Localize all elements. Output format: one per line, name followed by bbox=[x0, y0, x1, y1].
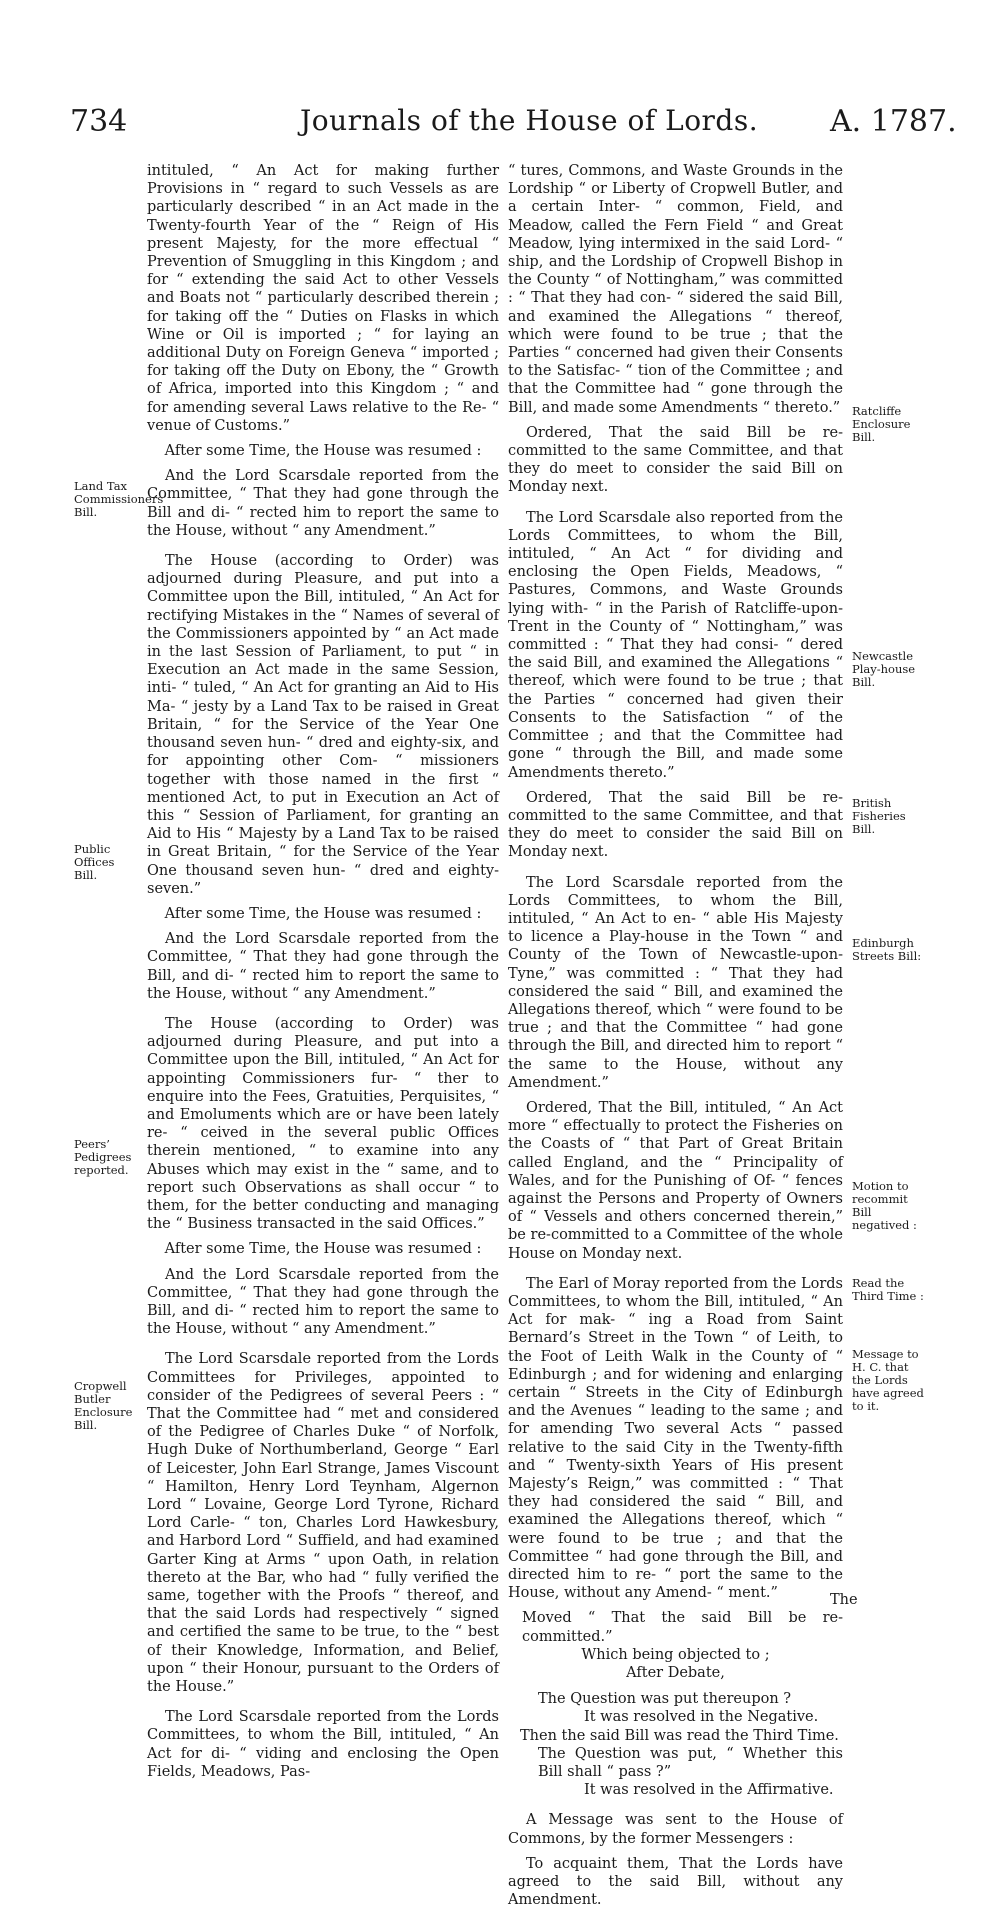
paragraph: After some Time, the House was resumed : bbox=[164, 1241, 482, 1258]
paragraph: Ordered, That the said Bill be re-committed to the same Committee, and that they do meet to consider the said Bill on Monday next. bbox=[508, 789, 843, 861]
paragraph: The House (according to Order) was adjourned during Pleasure, and put into a Committee upon the Bill, intituled, “ An Act for appointing Commissioners fur- “ ther to enquire into the Fees, Gratuities, Perquisites, “ and Emoluments which are or have been lately re- “ ceived in the several public Offices therein mentioned, “ to examine into any Abuses which may exist in the “ same, and to report such Observations as shall occur “ to them, for the better conducting and managing the “ Business transacted in the said Offices.” bbox=[147, 1015, 499, 1233]
margin-note: Read the Third Time : bbox=[852, 1276, 924, 1303]
paragraph: Which being objected to ; bbox=[581, 1646, 770, 1663]
paragraph: And the Lord Scarsdale reported from the Committee, “ That they had gone through the Bill, and di- “ rected him to report the same to the House, without “ any Amendment.” bbox=[147, 931, 499, 1002]
margin-note: Cropwell Butler Enclosure Bill. bbox=[74, 1379, 133, 1432]
paragraph: The Lord Scarsdale reported from the Lords Committees, to whom the Bill, intituled, “ An Act for di- “ viding and enclosing the Open Fields, Meadows, Pas- bbox=[147, 1709, 499, 1780]
paragraph: The Lord Scarsdale also reported from the Lords Committees, to whom the Bill, intituled, “ An Act “ for dividing and enclosing the Open Fields, Meadows, “ Pastures, Commons, and Waste Grounds lying with- “ in the Parish of Ratcliffe-upon-Trent in the County of “ Nottingham,” was committed : “ That they had consi- “ dered the said Bill, and examined the Allegations “ thereof, which were found to be true ; that the Parties “ concerned had given their Consents to the Satisfaction “ of the Committee ; and that the Committee had gone “ through the Bill, and made some Amendments thereto.” bbox=[508, 509, 843, 781]
paragraph: intituled, “ An Act for making further Provisions in “ regard to such Vessels as are particularly described “ in an Act made in the Twenty-fourth Year of the “ Reign of His present Majesty, for the more effectual “ Prevention of Smuggling in this Kingdom ; and for “ extending the said Act to other Vessels and Boats not “ particularly described therein ; for taking off the “ Duties on Flasks in which Wine or Oil is imported ; “ for laying an additional Duty on Foreign Geneva “ imported ; for taking off the Duty on Ebony, the “ Growth of Africa, imported into this Kingdom ; “ and for amending several Laws relative to the Re- “ venue of Customs.” bbox=[147, 163, 499, 434]
page-number: 734 bbox=[70, 104, 128, 139]
paragraph: After Debate, bbox=[626, 1665, 725, 1682]
page-header bbox=[0, 104, 992, 154]
margin-note: Public Offices Bill. bbox=[74, 842, 115, 882]
paragraph: Moved “ That the said Bill be re-committed.” bbox=[522, 1610, 843, 1645]
paragraph: The Earl of Moray reported from the Lords Committees, to whom the Bill, intituled, “ An Act for mak- “ ing a Road from Saint Bernard’s Street in the Town “ of Leith, to the Foot of Leith Walk in the County of “ Edinburgh ; and for widening and enlarging certain “ Streets in the City of Edinburgh and the Avenues “ leading to the same ; and for amending Two several Acts “ passed relative to the said City in the Twenty-fifth and “ Twenty-sixth Years of His present Majesty’s Reign,” was committed : “ That they had considered the said “ Bill, and examined the Allegations thereof, which “ were found to be true ; and that the Committee “ had gone through the Bill, and directed him to re- “ port the same to the House, without any Amend- “ ment.” bbox=[508, 1275, 843, 1602]
year: A. 1787. bbox=[830, 104, 957, 139]
paragraph: It was resolved in the Affirmative. bbox=[584, 1782, 834, 1799]
catchword: The bbox=[830, 1592, 858, 1608]
margin-note: Peers’ Pedigrees reported. bbox=[74, 1137, 132, 1177]
margin-note: Ratcliffe Enclosure Bill. bbox=[852, 404, 911, 444]
paragraph: To acquaint them, That the Lords have agreed to the said Bill, without any Amendment. bbox=[508, 1855, 843, 1909]
paragraph: The House (according to Order) was adjourned during Pleasure, and put into a Committee upon the Bill, intituled, “ An Act for rectifying Mistakes in the “ Names of several of the Commissioners appointed by “ an Act made in the last Session of Parliament, to put “ in Execution an Act made in the same Session, inti- “ tuled, “ An Act for granting an Aid to His Ma- “ jesty by a Land Tax to be raised in Great Britain, “ for the Service of the Year One thousand seven hun- “ dred and eighty-six, and for appointing other Com- “ missioners together with those named in the first “ mentioned Act, to put in Execution an Act of this “ Session of Parliament, for granting an Aid to His “ Majesty by a Land Tax to be raised in Great Britain, “ for the Service of the Year One thousand seven hun- “ dred and eighty-seven.” bbox=[147, 553, 499, 897]
margin-note: British Fisheries Bill. bbox=[852, 796, 906, 836]
margin-note: Edinburgh Streets Bill: bbox=[852, 936, 922, 963]
paragraph: “ tures, Commons, and Waste Grounds in the Lordship “ or Liberty of Cropwell Butler, and a certain Inter- “ common, Field, and Meadow, called the Fern Field “ and Great Meadow, lying intermixed in the said Lord- “ ship, and the Lordship of Cropwell Bishop in the County “ of Nottingham,” was committed : “ That they had con- “ sidered the said Bill, and examined the Allegations “ thereof, which were found to be true ; that the Parties “ concerned had given their Consents to the Satisfac- “ tion of the Committee ; and that the Committee had “ gone through the Bill, and made some Amendments “ thereto.” bbox=[508, 163, 843, 416]
margin-note: Land Tax Commissioners’ Bill. bbox=[74, 479, 167, 519]
paragraph: The Question was put thereupon ? bbox=[538, 1691, 792, 1708]
margin-note: Message to H. C. that the Lords have agreed to it. bbox=[852, 1347, 924, 1413]
paragraph: It was resolved in the Negative. bbox=[584, 1709, 819, 1726]
paragraph: Then the said Bill was read the Third Time. bbox=[520, 1727, 839, 1744]
paragraph: After some Time, the House was resumed : bbox=[164, 443, 482, 460]
paragraph: A Message was sent to the House of Commons, by the former Messengers : bbox=[508, 1812, 843, 1847]
paragraph: And the Lord Scarsdale reported from the Committee, “ That they had gone through the Bill, and di- “ rected him to report the same to the House, without “ any Amendment.” bbox=[147, 1266, 499, 1338]
paragraph: The Question was put, “ Whether this Bill shall “ pass ?” bbox=[538, 1745, 843, 1781]
margin-note: Newcastle Play-house Bill. bbox=[852, 649, 916, 689]
paragraph: Ordered, That the said Bill be re-committed to the same Committee, and that they do meet to consider the said Bill on Monday next. bbox=[508, 424, 843, 496]
right-column bbox=[508, 162, 843, 1916]
paragraph: The Lord Scarsdale reported from the Lords Committees for Privileges, appointed to consider of the Pedigrees of several Peers : “ That the Committee had “ met and considered of the Pedigree of Charles Duke “ of Norfolk, Hugh Duke of Northumberland, George “ Earl of Leicester, John Earl Strange, James Viscount “ Hamilton, Henry Lord Teynham, Algernon Lord “ Lovaine, George Lord Tyrone, Richard Lord Carle- “ ton, Charles Lord Hawkesbury, and Harbord Lord “ Suffield, and had examined Garter King at Arms “ upon Oath, in relation thereto at the Bar, who had “ fully verified the same, together with the Proofs “ thereof, and that the said Lords had respectively “ signed and certified the same to be true, to the “ best of their Knowledge, Information, and Belief, upon “ their Honour, pursuant to the Orders of the House.” bbox=[147, 1351, 499, 1696]
paragraph: And the Lord Scarsdale reported from the Committee, “ That they had gone through the Bill and di- “ rected him to report the same to the House, without “ any Amendment.” bbox=[147, 468, 499, 539]
paragraph: The Lord Scarsdale reported from the Lords Committees, to whom the Bill, intituled, “ An Act to en- “ able His Majesty to licence a Play-house in the Town “ and County of the Town of Newcastle-upon-Tyne,” was committed : “ That they had considered the said “ Bill, and examined the Allegations thereof, which “ were found to be true ; and that the Committee “ had gone through the Bill, and directed him to report “ the same to the House, without any Amendment.” bbox=[508, 874, 843, 1091]
margin-note: Motion to recommit Bill negatived : bbox=[852, 1179, 917, 1232]
journal-title: Journals of the House of Lords. bbox=[300, 104, 759, 137]
paragraph: Ordered, That the Bill, intituled, “ An Act more “ effectually to protect the Fisheries on the Coasts of “ that Part of Great Britain called England, and the “ Principality of Wales, and for the Punishing of Of- “ fences against the Persons and Property of Owners of “ Vessels and others concerned therein,” be re-committed to a Committee of the whole House on Monday next. bbox=[508, 1099, 843, 1262]
left-column bbox=[147, 162, 499, 1788]
paragraph: After some Time, the House was resumed : bbox=[164, 905, 482, 922]
